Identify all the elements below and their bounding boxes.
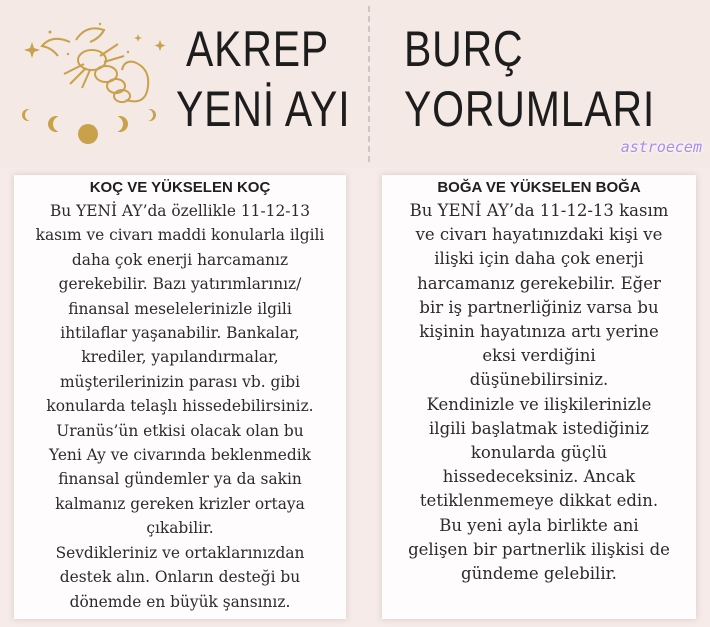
aries-panel [14,175,346,619]
text-line: gerekebilir. Bazı yatırımlarınız/ [58,275,302,294]
taurus-panel [382,175,696,619]
text-line: Uranüs’ün etkisi olacak olan bu [56,421,304,440]
text-line: Sevdikleriniz ve ortaklarınızdan [55,543,305,562]
text-line: dönemde en büyük şansınız. [69,592,291,611]
text-line: daha çok enerji harcamanız [71,250,289,269]
title-right-line2: YORUMLARI [404,81,656,137]
text-line: ihtilaflar yaşanabilir. Bankalar, [60,324,300,343]
text-line: eksi verdiğini [482,346,596,366]
text-line: Bu yeni ayla birlikte ani [439,515,639,535]
title-left-line2: YENİ AYI [176,81,351,137]
text-line: gelişen bir partnerlik ilişkisi de [408,539,670,559]
title-left-line1: AKREP [186,21,330,77]
text-line: destek alın. Onların desteği bu [59,568,301,587]
text-line: finansal meselelerinizle ilgili [68,299,292,318]
scorpion-icon [10,12,175,147]
text-line: kasım ve civarı maddi konularla ilgili [35,226,325,245]
text-line: gündeme gelebilir. [461,564,617,584]
text-line: konularda güçlü [470,443,608,463]
text-line: kalmanız gereken krizler ortaya [55,494,305,513]
aries-heading: KOÇ VE YÜKSELEN KOÇ [89,179,271,196]
brand-watermark: astroecem [620,138,702,156]
text-line: ve civarı hayatınızdaki kişi ve [415,225,663,245]
text-line: düşünebilirsiniz. [469,370,609,390]
aries-text [14,175,346,614]
title-right-line1: BURÇ [404,21,524,77]
header [0,0,710,168]
text-line: konularda telaşlı hissedebilirsiniz. [46,397,314,416]
text-line: müşterilerinizin parası vb. gibi [59,372,301,391]
text-line: bir iş partnerliğiniz varsa bu [419,297,659,317]
header-divider [368,6,370,162]
taurus-heading: BOĞA VE YÜKSELEN BOĞA [437,179,641,196]
text-line: finansal gündemler ya da sakin [58,470,302,489]
text-line: Bu YENİ AY’da 11-12-13 kasım [409,201,669,220]
moon-phases-icon [22,109,156,144]
text-line: Kendinizle ve ilişkilerinizle [426,394,652,414]
text-line: tetiklenmemeye dikkat edin. [419,491,659,511]
text-line: çıkabilir. [146,519,214,538]
text-line: ilişki için daha çok enerji [434,249,644,269]
text-line: kişinin hayatınıza artı yerine [419,322,659,342]
text-line: hissedeceksiniz. Ancak [442,467,636,487]
text-line: Bu YENİ AY’da özellikle 11-12-13 [49,202,311,220]
text-line: harcamanız gerekebilir. Eğer [417,273,661,293]
text-line: Yeni Ay ve civarında beklenmedik [49,446,311,465]
text-line: ilgili başlatmak istediğiniz [429,418,649,438]
taurus-text [382,175,696,586]
text-line: krediler, yapılandırmalar, [81,348,279,367]
